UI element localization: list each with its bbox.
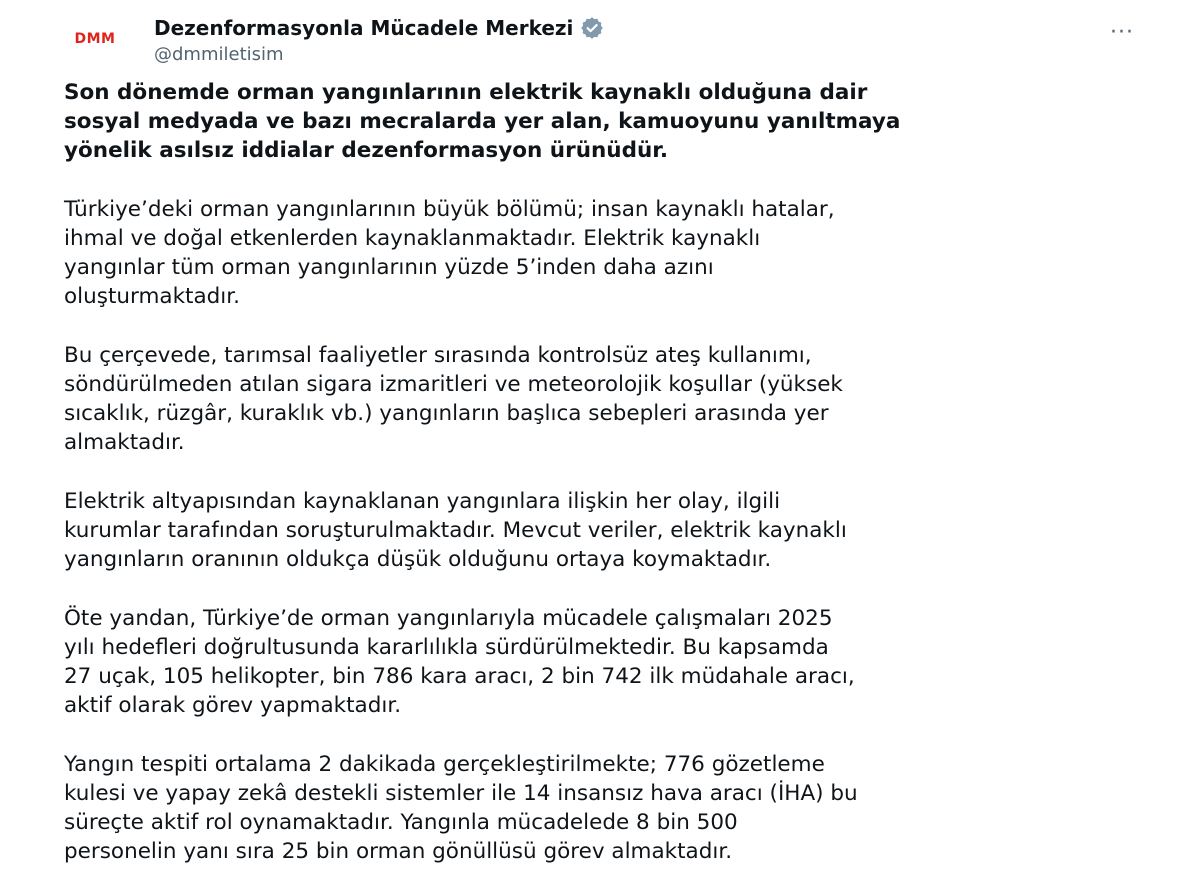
post-paragraph: Yangın tespiti ortalama 2 dakikada gerçekleştirilmekte; 776 gözetleme kulesi ve yapay zekâ destekli sistemler ile 14 insansız hava aracı (İHA) bu süreçte aktif rol oynamaktadır. Yangınla mücadelede 8 bin 500 personelin yanı sıra 25 bin orman gönüllüsü görev almaktadır. [64,752,858,864]
author-display-name[interactable]: Dezenformasyonla Mücadele Merkezi [154,16,574,40]
post-paragraph: Elektrik altyapısından kaynaklanan yangınlara ilişkin her olay, ilgili kurumlar tarafından soruşturulmaktadır. Mevcut veriler, elektrik kaynaklı yangınların oranının oldukça düşük olduğunu ortaya koymaktadır. [64,489,847,572]
avatar-logo-text: DMM [74,31,116,47]
verified-badge-icon [581,17,603,39]
post-header [62,10,1142,68]
author-name-row [154,14,603,42]
avatar[interactable] [62,10,128,68]
post-text [64,78,1144,896]
more-options-icon[interactable]: ··· [1110,19,1134,45]
post-paragraph: Türkiye’deki orman yangınlarının büyük bölümü; insan kaynaklı hatalar, ihmal ve doğal etkenlerden kaynaklanmaktadır. Elektrik kaynaklı yangınlar tüm orman yangınlarının yüzde 5’inden daha azını oluşturmaktadır. [64,197,835,309]
post-paragraph-lead: Son dönemde orman yangınlarının elektrik kaynaklı olduğuna dair sosyal medyada ve bazı mecralarda yer alan, kamuoyunu yanıltmaya yönelik asılsız iddialar dezenformasyon ürünüdür. [64,80,901,163]
author-handle[interactable]: @dmmiletisim [154,44,284,65]
post-paragraph: Öte yandan, Türkiye’de orman yangınlarıyla mücadele çalışmaları 2025 yılı hedefleri doğrultusunda kararlılıkla sürdürülmektedir. Bu kapsamda 27 uçak, 105 helikopter, bin 786 kara aracı, 2 bin 742 ilk müdahale aracı, aktif olarak görev yapmaktadır. [64,606,855,718]
author-identity [154,14,603,65]
post-paragraph: Bu çerçevede, tarımsal faaliyetler sırasında kontrolsüz ateş kullanımı, söndürülmeden atılan sigara izmaritleri ve meteorolojik koşullar (yüksek sıcaklık, rüzgâr, kuraklık vb.) yangınların başlıca sebepleri arasında yer almaktadır. [64,343,843,455]
